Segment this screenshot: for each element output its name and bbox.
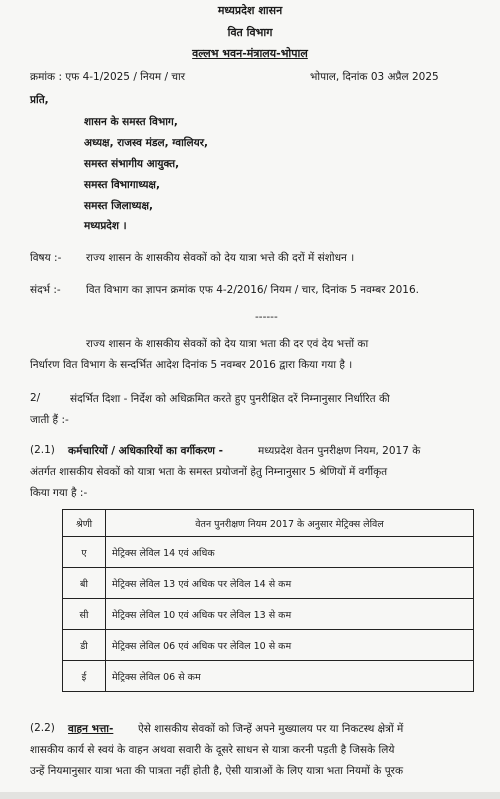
header-office: वल्लभ भवन-मंत्रालय-भोपाल <box>192 47 308 60</box>
para2-line: संदर्भित दिशा - निर्देश को अधिक्रमित करते हुए पुनरीक्षित दरें निम्नानुसार निर्धारित की <box>70 393 390 405</box>
ref-number: क्रमांक : एफ 4-1/2025 / नियम / चार <box>30 71 186 83</box>
to-label: प्रति, <box>30 94 49 106</box>
para1-line: राज्य शासन के शासकीय सेवकों को देय यात्रा भता की दर एवं देय भत्तों का <box>86 338 369 350</box>
addressee-line: समस्त जिलाध्यक्ष, <box>84 200 154 212</box>
table-row <box>63 599 474 630</box>
table-cell-category: ई <box>63 661 106 692</box>
header-govt: मध्यप्रदेश शासन <box>217 4 283 17</box>
page-edge-strip <box>0 792 500 799</box>
classification-table <box>62 509 474 692</box>
para2-number: 2/ <box>30 392 41 404</box>
addressee-line: समस्त संभागीय आयुक्त, <box>84 158 180 170</box>
reference-text: वित विभाग का ज्ञापन क्रमांक एफ 4-2/2016/ नियम / चार, दिनांक 5 नवम्बर 2016. <box>86 284 419 296</box>
separator: ------ <box>255 311 278 323</box>
table-row <box>63 630 474 661</box>
table-cell-category: ए <box>63 537 106 568</box>
subject-label: विषय :- <box>30 252 62 264</box>
section21-line: किया गया है :- <box>30 487 88 499</box>
section21-heading: कर्मचारियों / अधिकारियों का वर्गीकरण - <box>68 445 224 457</box>
para2-line: जाती हैं :- <box>30 414 69 426</box>
section22-line: ऐसे शासकीय सेवकों को जिन्हें अपने मुख्यालय पर या निकटस्थ क्षेत्रों में <box>138 723 404 735</box>
section22-line: उन्हें नियमानुसार यात्रा भता की पात्रता नहीं होती है, ऐसी यात्राओं के लिए यात्रा भता नियमों के पूरक <box>30 765 404 777</box>
table-cell-level: मेट्रिक्स लेविल 14 एवं अधिक <box>106 537 474 568</box>
table-header-level: वेतन पुनरीक्षण नियम 2017 के अनुसार मेट्रिक्स लेविल <box>106 510 474 537</box>
header-department: वित विभाग <box>227 26 273 39</box>
table-cell-level: मेट्रिक्स लेविल 06 एवं अधिक पर लेविल 10 से कम <box>106 630 474 661</box>
section21-number: (2.1) <box>30 444 55 456</box>
reference-label: संदर्भ :- <box>30 284 61 296</box>
table-header-row <box>63 510 474 537</box>
section22-line: शासकीय कार्य से स्वयं के वाहन अथवा सवारी के दूसरे साधन से यात्रा करनी पड़ती है जिसके लिये <box>30 744 395 756</box>
section21-line: अंतर्गत शासकीय सेवकों को यात्रा भता के समस्त प्रयोजनों हेतु निम्नानुसार 5 श्रेणियों में वर्गीकृत <box>30 466 388 478</box>
table-cell-level: मेट्रिक्स लेविल 06 से कम <box>106 661 474 692</box>
table-cell-category: सी <box>63 599 106 630</box>
table-cell-level: मेट्रिक्स लेविल 13 एवं अधिक पर लेविल 14 से कम <box>106 568 474 599</box>
table-row <box>63 537 474 568</box>
section21-line: मध्यप्रदेश वेतन पुनरीक्षण नियम, 2017 के <box>258 445 421 457</box>
table-header-category: श्रेणी <box>63 510 106 537</box>
table-cell-category: डी <box>63 630 106 661</box>
addressee-line: अध्यक्ष, राजस्व मंडल, ग्वालियर, <box>84 137 208 149</box>
table-row <box>63 661 474 692</box>
addressee-line: शासन के समस्त विभाग, <box>84 116 178 128</box>
subject-text: राज्य शासन के शासकीय सेवकों को देय यात्रा भत्ते की दरों में संशोधन । <box>86 252 355 264</box>
table-cell-category: बी <box>63 568 106 599</box>
table-row <box>63 568 474 599</box>
addressee-line: समस्त विभागाध्यक्ष, <box>84 179 160 191</box>
addressee-line: मध्यप्रदेश । <box>84 220 127 232</box>
place-date: भोपाल, दिनांक 03 अप्रैल 2025 <box>310 71 439 83</box>
para1-line: निर्धारण वित विभाग के सन्दर्भित आदेश दिनांक 5 नवम्बर 2016 द्वारा किया गया है । <box>30 359 353 371</box>
section22-number: (2.2) <box>30 722 55 734</box>
section22-heading: वाहन भत्ता- <box>68 723 114 735</box>
table-cell-level: मेट्रिक्स लेविल 10 एवं अधिक पर लेविल 13 से कम <box>106 599 474 630</box>
